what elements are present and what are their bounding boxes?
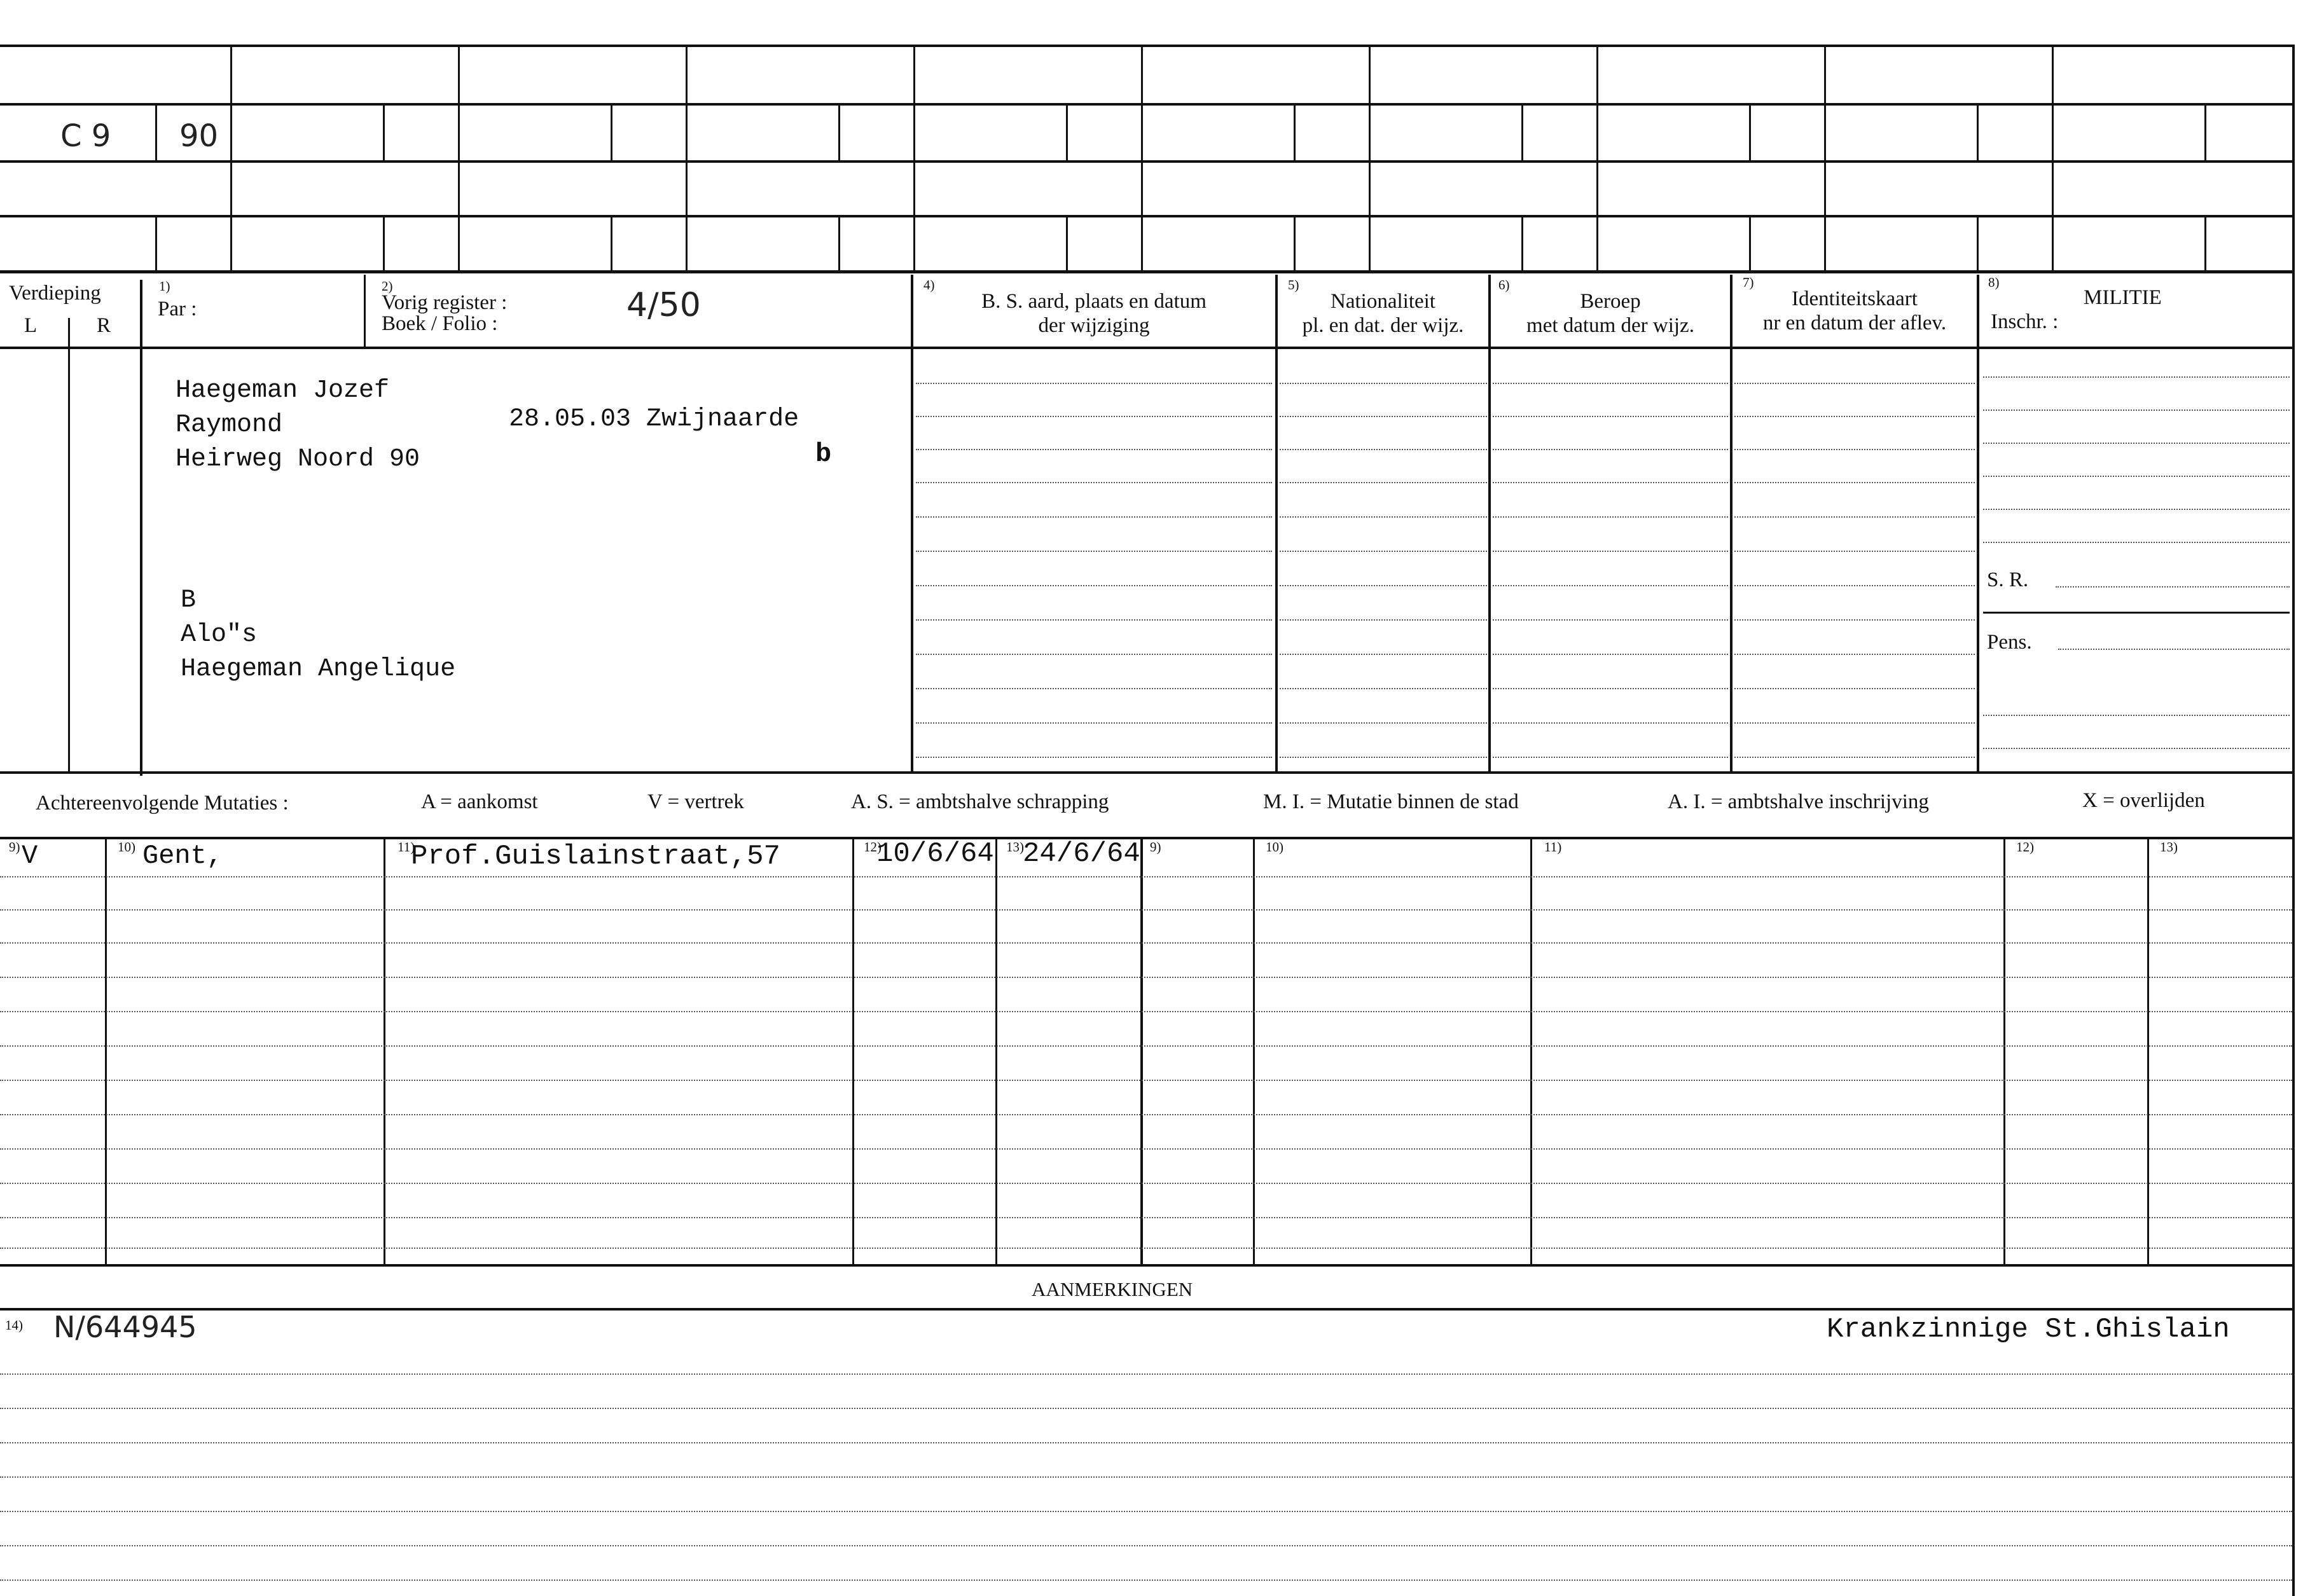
aanmerkingen-note: Krankzinnige St.Ghislain [1827,1314,2230,1345]
mt-num-9: 9) [9,839,20,855]
mt-date2: 24/6/64 [1023,838,1140,870]
person-line2: Raymond [176,411,283,439]
id-line2: nr en datum der aflev. [1762,311,1947,334]
mutatie-as: A. S. = ambtshalve schrapping [851,790,1109,813]
id-header [1733,287,1977,336]
person-line1: Haegeman Jozef [176,376,390,405]
nat-line2: pl. en dat. der wijz. [1302,313,1464,337]
beroep-line1: Beroep [1580,290,1641,313]
aanmerkingen-num: 14) [5,1317,23,1333]
pens-label: Pens. [1987,631,2032,654]
mt-num-13: 13) [1006,839,1024,855]
top-code-right: 90 [179,118,219,154]
mutatie-a: A = aankomst [421,790,538,813]
vorig-register-value: 4/50 [626,286,701,324]
person-line4: B [181,586,197,615]
mt-num-11: 11) [398,839,415,855]
id-line1: Identiteitskaart [1792,287,1918,310]
par-label: Par : [158,298,197,320]
person-birth: 28.05.03 Zwijnaarde [509,405,799,434]
inschr-label: Inschr. : [1991,310,2059,333]
mt-num-10: 10) [118,839,135,855]
mt-num-11b: 11) [1544,839,1562,855]
top-code-left: C 9 [60,118,111,154]
r-label: R [97,314,111,337]
militie-label: MILITIE [2084,286,2162,309]
mutatie-ai: A. I. = ambtshalve inschrijving [1668,790,1929,813]
mt-address: Prof.Guislainstraat,57 [411,841,780,872]
mt-date1: 10/6/64 [876,838,994,870]
nat-line1: Nationaliteit [1331,290,1435,313]
n4: 4) [923,277,935,292]
mt-num-13b: 13) [2160,839,2178,855]
person-line3: Heirweg Noord 90 [176,445,420,474]
boek-folio-label: Boek / Folio : [382,312,498,335]
mt-num-10b: 10) [1266,839,1283,855]
person-line5: Alo"s [181,621,258,649]
mutatie-x: X = overlijden [2082,789,2205,812]
vorig-register-label: Vorig register : [382,291,508,314]
person-mark: b [815,439,832,469]
n5: 5) [1288,277,1299,292]
verdieping-label: Verdieping [9,282,101,305]
person-line6: Haegeman Angelique [181,655,456,684]
n6: 6) [1498,277,1510,292]
bs-line2: der wijziging [1038,313,1150,337]
mutaties-title: Achtereenvolgende Mutaties : [36,792,289,815]
bs-header [916,290,1272,338]
mutatie-v: V = vertrek [647,790,744,813]
aanmerkingen-code: N/644945 [53,1310,197,1344]
beroep-header [1491,290,1730,338]
bs-line1: B. S. aard, plaats en datum [981,290,1207,313]
n2: 2) [382,279,393,294]
mt-place: Gent, [142,841,223,871]
l-label: L [24,314,38,337]
mutatie-mi: M. I. = Mutatie binnen de stad [1263,790,1519,813]
mt-num-12: 12) [864,839,882,855]
aanmerkingen-title: AANMERKINGEN [1032,1278,1193,1300]
nat-header [1278,290,1488,338]
n1: 1) [159,279,170,294]
mt-num-12b: 12) [2016,839,2034,855]
n7: 7) [1743,275,1754,290]
mt-type: V [22,841,38,871]
beroep-line2: met datum der wijz. [1526,313,1694,337]
n8: 8) [1988,275,2000,290]
sr-label: S. R. [1987,568,2029,591]
mt-num-9b: 9) [1150,839,1161,855]
